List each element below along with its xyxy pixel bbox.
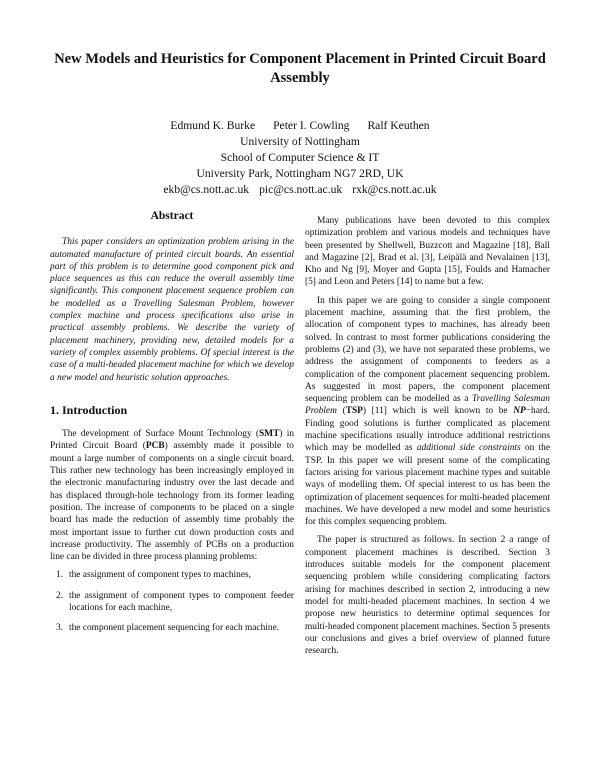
author-email: pic@cs.nott.ac.uk <box>259 183 343 196</box>
author-name: Peter I. Cowling <box>273 119 350 132</box>
abstract-heading: Abstract <box>150 210 194 222</box>
list-text: the component placement sequencing for each machine. <box>69 623 280 634</box>
text-run: ) assembly made it possible to mount a large number of components on a single circuit board. This rather new technology has been increasingly employed in the electronic manufacturing industry over the last decade and has displaced through-hole technology from its former leading position. The increase of components to be placed on a single board has made the reduction of assembly time probably the most important issue to further cut down production costs and increase productivity. The assembly of PCBs on a production line can be divided in three process planning problems: <box>50 441 294 563</box>
list-text: the assignment of component types to machines, <box>69 570 251 581</box>
author-email: ekb@cs.nott.ac.uk <box>163 183 250 196</box>
text-run: −hard. Finding good solutions is further complicated as placement machine specifications usually introduce additional restrictions which may be modelled as <box>305 406 551 454</box>
author-email: rxk@cs.nott.ac.uk <box>352 183 437 196</box>
text-run: on the TSP. In this paper we will present some of the complicating factors arising for various placement machine types and suitable ways of modelling them. Of special interest to us has been the optimization of placement sequences for multi-headed placement machines. We have developed a new model and some heuristics for this complex sequencing problem. <box>305 443 550 528</box>
term-side-constraints: additional side constraints <box>416 443 521 454</box>
affiliation-university: University of Nottingham <box>240 135 360 148</box>
author-name: Edmund K. Burke <box>170 119 256 132</box>
acronym-pcb: PCB <box>145 441 165 452</box>
text-run: The development of Surface Mount Technology ( <box>62 429 260 440</box>
text-run: ) [11] which is well known to be <box>362 406 514 417</box>
left-column <box>50 210 294 643</box>
list-number: 3. <box>56 623 64 634</box>
body-paragraph: The paper is structured as follows. In section 2 a range of component placement machines is described. Section 3 introduces suitable models for the component placement sequencing problem while considering complicating factors arising for machines described in section 2, introducing a new model for multi-headed placement machines. In section 4 we propose new heuristics to determine optimal sequences for multi-headed component placement machines. Section 5 presents our conclusions and gives a brief overview of planned future research. <box>305 535 550 657</box>
acronym-tsp: TSP <box>345 406 363 417</box>
affiliation-school: School of Computer Science & IT <box>220 151 380 164</box>
body-paragraph: Many publications have been devoted to this complex optimization problem and various models and techniques have been presented by Shellwell, Buzzcott and Magazine [18], Ball and Magazine [2], Brad et al. [3], Leipälä and Nevalainen [13], Kho and Ng [9], Moyer and Gupta [15], Foulds and Hamacher [5] and Leon and Peters [14] to name but a few. <box>305 216 550 288</box>
list-item <box>50 569 294 581</box>
author-name: Ralf Keuthen <box>367 119 430 132</box>
author-emails <box>100 182 500 198</box>
author-block <box>100 118 500 198</box>
list-item <box>50 590 294 615</box>
paper-title: New Models and Heuristics for Component Placement in Printed Circuit Board Assembly <box>54 51 546 86</box>
intro-paragraph <box>50 428 294 563</box>
list-item <box>50 622 294 634</box>
text-run: ) in Printed Circuit Board ( <box>50 429 295 452</box>
complexity-np: NP <box>513 406 526 417</box>
right-column <box>305 215 550 663</box>
text-run: ( <box>336 406 346 417</box>
list-number: 2. <box>56 590 64 601</box>
term-tsp: Travelling Salesman Problem <box>305 394 550 417</box>
list-number: 1. <box>56 570 64 581</box>
list-text: the assignment of component types to component feeder locations for each machine, <box>69 590 294 614</box>
affiliation-address: University Park, Nottingham NG7 2RD, UK <box>196 167 404 180</box>
acronym-smt: SMT <box>259 429 280 440</box>
section-heading-introduction: 1. Introduction <box>50 402 128 417</box>
process-planning-list <box>50 569 294 634</box>
text-run: In this paper we are going to consider a single component placement machine, assuming that the first problem, the allocation of component types to machines, has already been solved. In contrast to most former publications considering the problems (2) and (3), we have not separated these problems, we address the assignment of components to feeders as a complication of the component placement sequencing problem. As suggested in most papers, the component placement sequencing problem can be modelled as a <box>305 295 550 405</box>
body-paragraph <box>305 295 550 529</box>
abstract-text: This paper considers an optimization problem arising in the automated manufacture of printed circuit boards. An essential part of this problem is to determine good component pick and place sequences as this can reduce the overall assembly time significantly. This component placement sequence problem can be modelled as a Travelling Salesman Problem, however complex machine and process specifications also arise in practical assembly problems. We describe the variety of placement machinery, providing new, detailed models for a variety of complex assembly problems. Of special interest is the case of a multi-headed placement machine for which we develop a new model and heuristic solution approaches. <box>50 237 294 383</box>
author-names <box>100 118 500 134</box>
